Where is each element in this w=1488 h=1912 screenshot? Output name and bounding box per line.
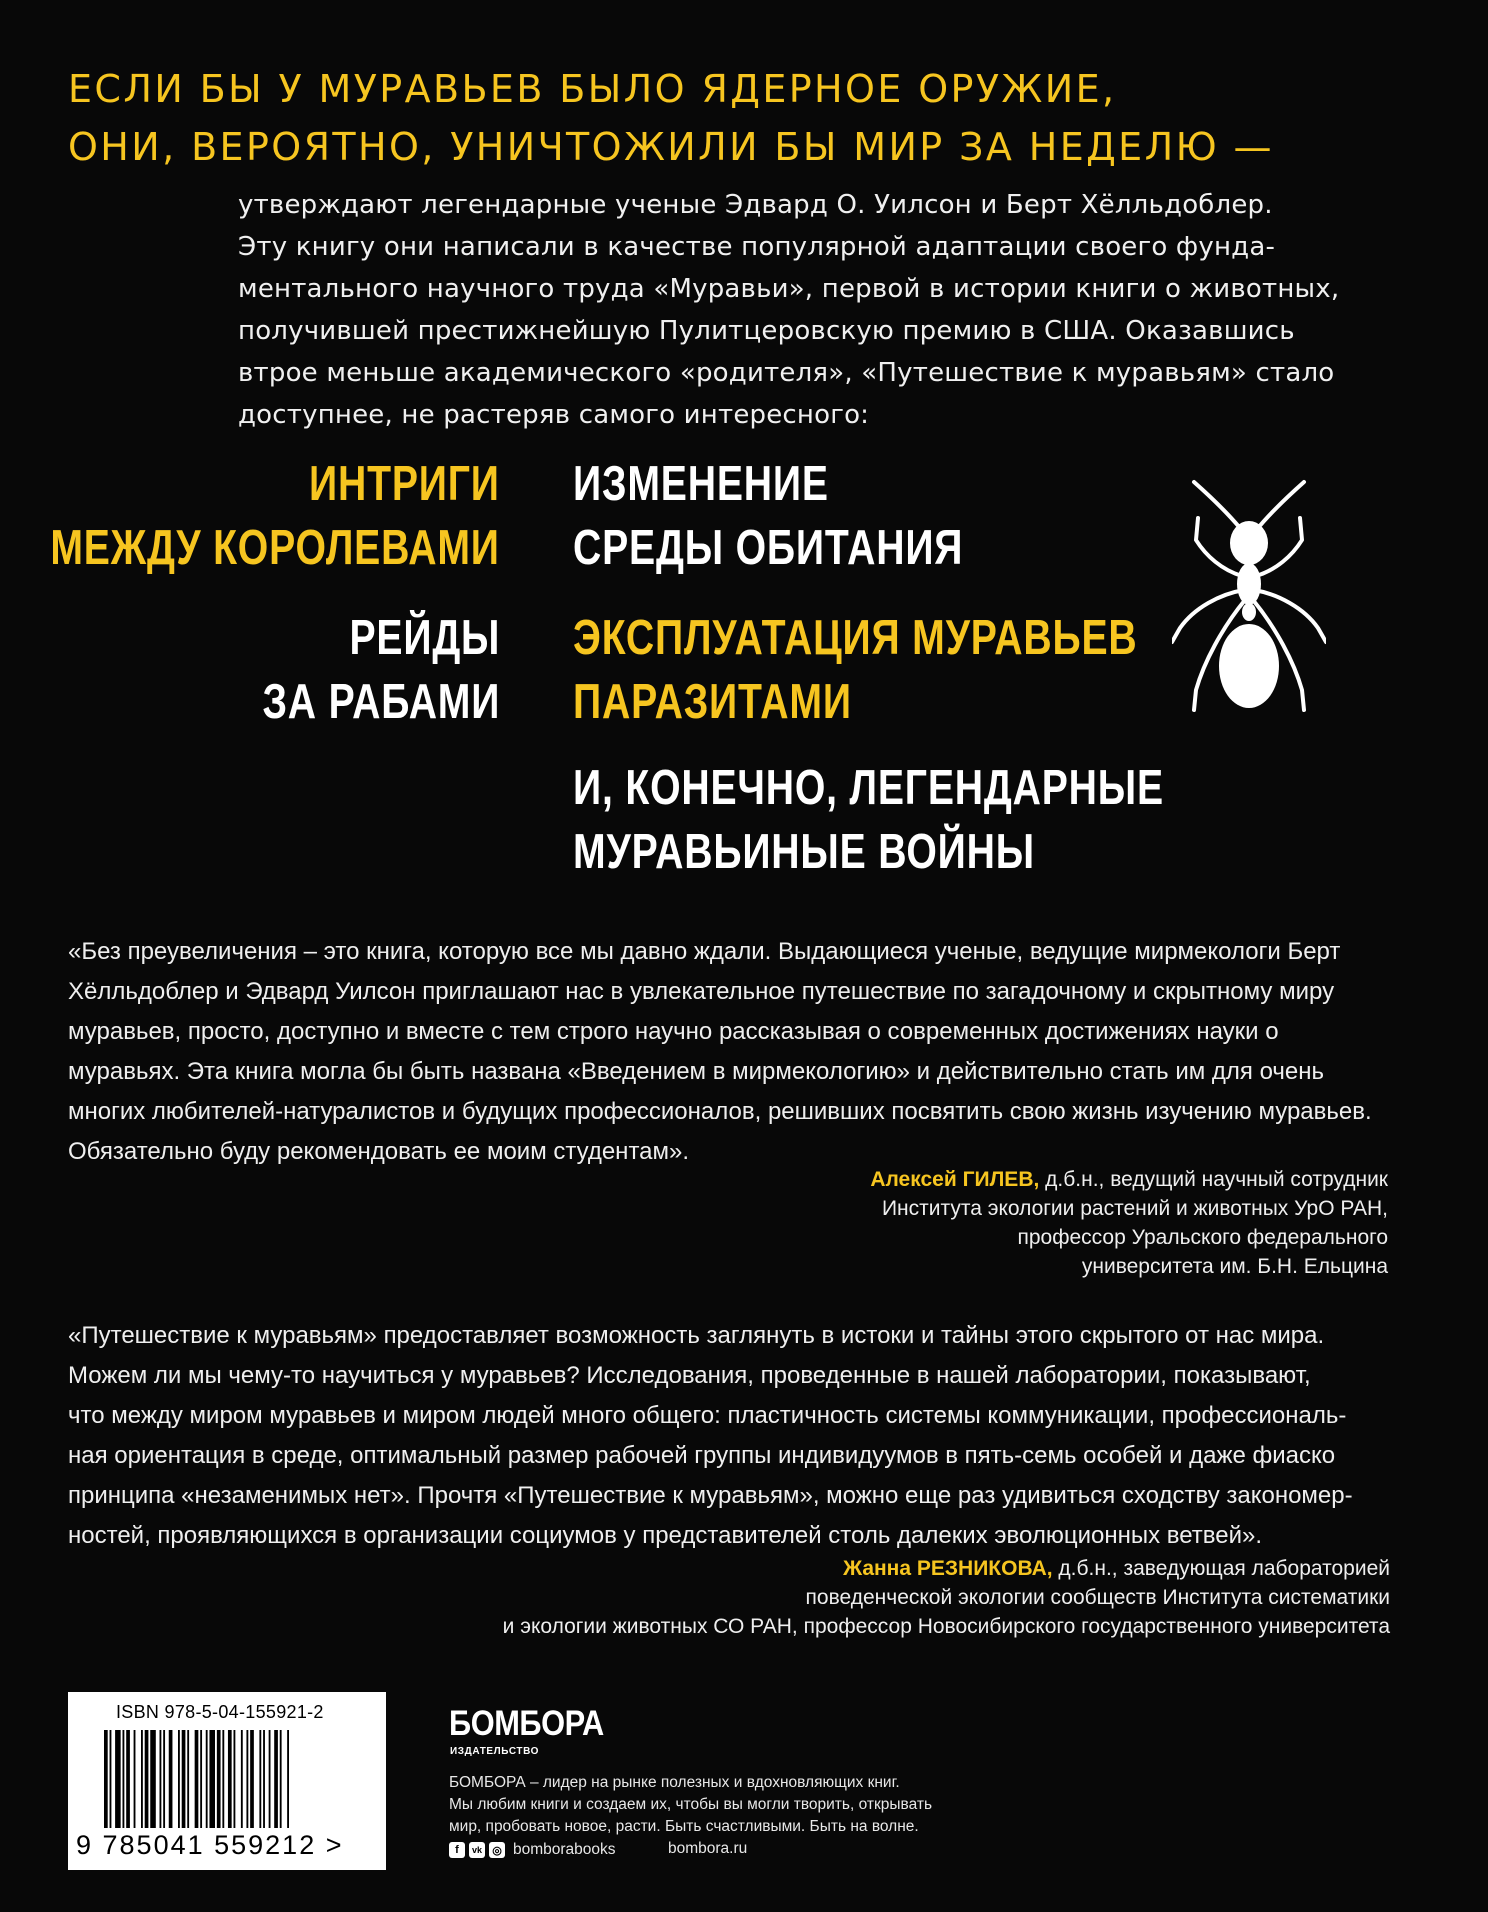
publisher-line: БОМБОРА – лидер на рынке полезных и вдохновляющих книг. (449, 1774, 900, 1791)
reviewer-credential: и экологии животных СО РАН, профессор Новосибирского государственного университета (502, 1615, 1390, 1638)
review-quote-1 (68, 932, 1420, 1172)
topic-line: ЭКСПЛУАТАЦИЯ МУРАВЬЕВ (573, 611, 1138, 665)
publisher-logo-sub: ИЗДАТЕЛЬСТВО (450, 1746, 540, 1757)
quote-line: муравьях. Эта книга могла бы быть названа «Введением в мирмекологию» и действительно стать им для очень (68, 1058, 1325, 1085)
publisher-website[interactable]: bombora.ru (668, 1840, 748, 1857)
topic-line: ПАРАЗИТАМИ (573, 675, 852, 729)
intro-line: Эту книгу они написали в качестве популярной адаптации своего фунда- (238, 232, 1276, 262)
headline-line: ОНИ, ВЕРОЯТНО, УНИЧТОЖИЛИ БЫ МИР ЗА НЕДЕЛЮ — (68, 125, 1274, 169)
barcode-bars (104, 1730, 354, 1828)
quote-line: «Путешествие к муравьям» предоставляет возможность заглянуть в истоки и тайны этого скрытого от нас мира. (68, 1322, 1325, 1349)
intro-line: ментального научного труда «Муравьи», первой в истории книги о животных, (238, 274, 1340, 304)
intro-line: получившей престижнейшую Пулитцеровскую премию в США. Оказавшись (238, 316, 1295, 346)
quote-line: Хёлльдоблер и Эдвард Уилсон приглашают нас в увлекательное путешествие по загадочному и скрытному миру (68, 978, 1335, 1005)
headline (68, 60, 1448, 176)
topic-ant-wars (573, 756, 1164, 884)
ant-icon (1172, 478, 1326, 732)
quote-line: ная ориентация в среде, оптимальный размер рабочей группы индивидуумов в пять-семь особей и даже фиаско (68, 1442, 1336, 1469)
reviewer-title: д.б.н., заведующая лабораторией (1052, 1557, 1390, 1580)
publisher-line: мир, пробовать новое, расти. Быть счастливыми. Быть на волне. (449, 1818, 919, 1835)
topic-parasite-exploitation (573, 606, 1138, 734)
headline-line: ЕСЛИ БЫ У МУРАВЬЕВ БЫЛО ЯДЕРНОЕ ОРУЖИЕ, (68, 67, 1117, 111)
publisher-description (449, 1772, 932, 1838)
instagram-icon[interactable]: ◎ (489, 1842, 505, 1858)
topic-line: РЕЙДЫ (349, 611, 500, 665)
ean-digits: 9 785041 559212 > (76, 1830, 344, 1860)
facebook-icon[interactable]: f (449, 1842, 465, 1858)
reviewer-title: д.б.н., ведущий научный сотрудник (1039, 1168, 1388, 1191)
intro-line: утверждают легендарные ученые Эдвард О. Уилсон и Берт Хёлльдоблер. (238, 190, 1273, 220)
review-attribution-2 (503, 1554, 1390, 1641)
intro-line: втрое меньше академического «родителя», «Путешествие к муравьям» стало (238, 358, 1335, 388)
intro-paragraph (238, 184, 1396, 436)
barcode-box (68, 1692, 386, 1870)
reviewer-name: Жанна РЕЗНИКОВА, (843, 1557, 1053, 1580)
topic-habitat-change (573, 452, 963, 580)
topic-queen-intrigues (51, 452, 500, 580)
topic-line: ЗА РАБАМИ (262, 675, 500, 729)
reviewer-name: Алексей ГИЛЕВ, (870, 1168, 1040, 1191)
isbn-label: ISBN 978-5-04-155921-2 (116, 1702, 324, 1722)
quote-line: многих любителей-натуралистов и будущих профессионалов, решивших посвятить свою жизнь изучению муравьев. (68, 1098, 1372, 1125)
topic-slave-raids (262, 606, 500, 734)
topic-line: СРЕДЫ ОБИТАНИЯ (573, 521, 964, 575)
publisher-logo: БОМБОРА (449, 1704, 604, 1743)
topic-line: ИНТРИГИ (309, 457, 500, 511)
review-attribution-1 (870, 1165, 1388, 1281)
topic-line: МЕЖДУ КОРОЛЕВАМИ (50, 521, 500, 575)
vk-icon[interactable]: vk (469, 1842, 485, 1858)
quote-line: «Без преувеличения – это книга, которую все мы давно ждали. Выдающиеся ученые, ведущие мирмекологи Берт (68, 938, 1341, 965)
publisher-line: Мы любим книги и создаем их, чтобы вы могли творить, открывать (449, 1796, 933, 1813)
quote-line: муравьев, просто, доступно и вместе с тем строго научно рассказывая о современных достижениях науки о (68, 1018, 1279, 1045)
topic-line: ИЗМЕНЕНИЕ (573, 457, 829, 511)
reviewer-credential: поведенческой экологии сообществ Института систематики (805, 1586, 1390, 1609)
quote-line: Можем ли мы чему-то научиться у муравьев? Исследования, проведенные в нашей лаборатории, показывают, (68, 1362, 1311, 1389)
quote-line: что между миром муравьев и миром людей много общего: пластичность системы коммуникации, профессиональ- (68, 1402, 1347, 1429)
social-links (449, 1840, 616, 1860)
topic-line: И, КОНЕЧНО, ЛЕГЕНДАРНЫЕ (573, 761, 1164, 815)
social-handle[interactable]: bomborabooks (513, 1841, 616, 1858)
quote-line: ностей, проявляющихся в организации социумов у представителей столь далеких эволюционных ветвей». (68, 1522, 1263, 1549)
quote-line: Обязательно буду рекомендовать ее моим студентам». (68, 1138, 690, 1165)
reviewer-credential: профессор Уральского федерального (1017, 1226, 1388, 1249)
reviewer-credential: университета им. Б.Н. Ельцина (1081, 1255, 1388, 1278)
reviewer-credential: Института экологии растений и животных УрО РАН, (881, 1197, 1388, 1220)
intro-line: доступнее, не растеряв самого интересного: (238, 400, 870, 430)
topic-line: МУРАВЬИНЫЕ ВОЙНЫ (573, 825, 1035, 879)
quote-line: принципа «незаменимых нет». Прочтя «Путешествие к муравьям», можно еще раз удивиться сходству закономер- (68, 1482, 1353, 1509)
review-quote-2 (68, 1316, 1420, 1556)
